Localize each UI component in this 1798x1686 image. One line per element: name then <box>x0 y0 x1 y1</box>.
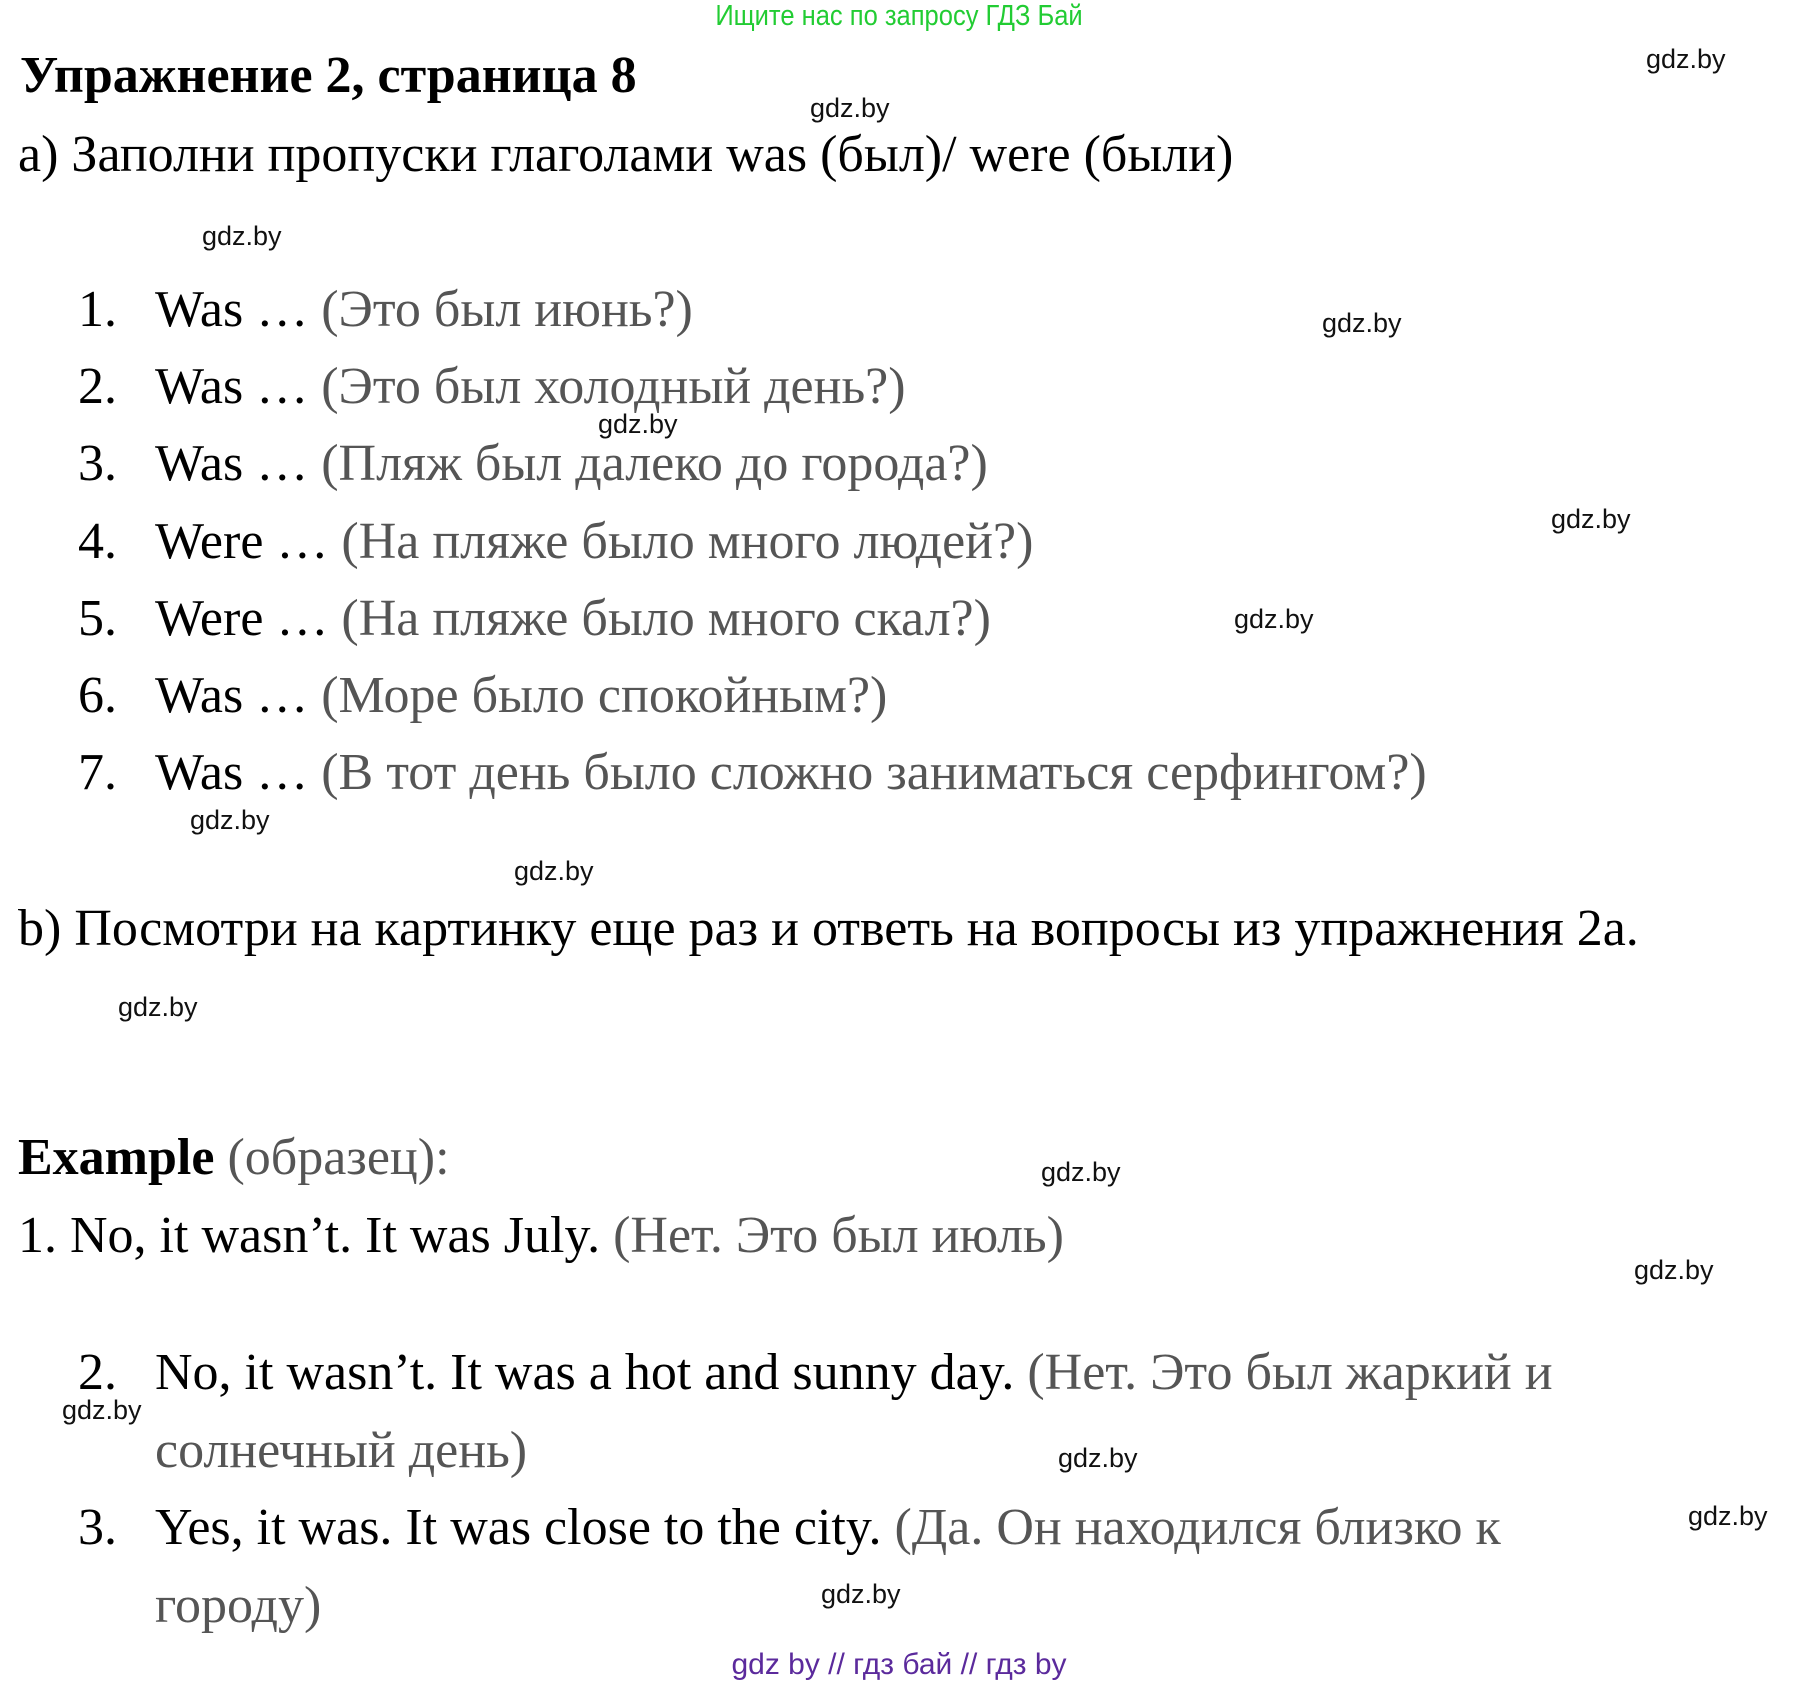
watermark: gdz.by <box>810 93 890 123</box>
search-banner: Ищите нас по запросу ГДЗ Бай <box>715 0 1083 32</box>
answer-number: 1. <box>18 1207 57 1264</box>
item-number: 2. <box>78 358 117 416</box>
watermark: gdz.by <box>190 805 270 835</box>
example-label-translation: (образец): <box>227 1129 450 1186</box>
item-number: 7. <box>78 744 117 802</box>
example-answer-1 <box>18 1206 1064 1266</box>
watermark: gdz.by <box>598 409 678 439</box>
watermark: gdz.by <box>1234 604 1314 634</box>
item-number: 6. <box>78 667 117 724</box>
item-hint: (Пляж был далеко до города?) <box>321 435 988 493</box>
answer-russian: (Нет. Это был июль) <box>613 1207 1064 1264</box>
item-hint: (Это был июнь?) <box>321 281 693 338</box>
example-answer-3-continuation: городу) <box>155 1577 322 1634</box>
footer-watermark: gdz by // гдз бай // гдз by <box>731 1648 1067 1681</box>
item-hint: (На пляже было много скал?) <box>341 589 991 647</box>
item-answer: Were … <box>155 512 329 570</box>
watermark: gdz.by <box>821 1579 901 1609</box>
answer-russian: (Нет. Это был жаркий и <box>1027 1344 1553 1401</box>
item-answer: Was … <box>155 744 309 802</box>
watermark: gdz.by <box>1041 1157 1121 1187</box>
watermark: gdz.by <box>118 992 198 1022</box>
item-answer: Was … <box>155 281 309 338</box>
watermark: gdz.by <box>1058 1443 1138 1473</box>
item-number: 3. <box>78 435 117 493</box>
item-hint: (Это был холодный день?) <box>321 358 906 416</box>
item-number: 4. <box>78 512 117 570</box>
watermark: gdz.by <box>62 1395 142 1425</box>
item-answer: Were … <box>155 589 329 647</box>
answer-english: No, it wasn’t. It was July. <box>70 1207 601 1264</box>
part-b-instruction: b) Посмотри на картинку еще раз и ответь на вопросы из упражнения 2a. <box>18 900 1639 957</box>
watermark: gdz.by <box>1322 308 1402 338</box>
item-number: 5. <box>78 589 117 647</box>
item-answer: Was … <box>155 358 309 416</box>
watermark: gdz.by <box>1634 1255 1714 1285</box>
part-a-instruction: a) Заполни пропуски глаголами was (был)/ were (были) <box>18 126 1234 183</box>
answer-english: No, it wasn’t. It was a hot and sunny day. <box>155 1344 1015 1401</box>
item-answer: Was … <box>155 435 309 493</box>
watermark: gdz.by <box>1688 1501 1768 1531</box>
watermark: gdz.by <box>202 221 282 251</box>
page-title: Упражнение 2, страница 8 <box>20 47 637 104</box>
item-hint: (В тот день было сложно заниматься серфингом?) <box>321 744 1427 802</box>
answer-number: 3. <box>78 1499 117 1556</box>
watermark: gdz.by <box>1646 44 1726 74</box>
answer-number: 2. <box>78 1344 117 1401</box>
item-answer: Was … <box>155 667 309 724</box>
answer-english: Yes, it was. It was close to the city. <box>155 1499 882 1556</box>
item-number: 1. <box>78 281 117 338</box>
item-hint: (На пляже было много людей?) <box>341 512 1034 570</box>
answer-russian: (Да. Он находился близко к <box>894 1499 1501 1556</box>
example-heading <box>18 1128 450 1188</box>
example-answer-2-continuation: солнечный день) <box>155 1422 528 1479</box>
watermark: gdz.by <box>1551 504 1631 534</box>
watermark: gdz.by <box>514 856 594 886</box>
example-label: Example <box>18 1129 215 1186</box>
item-hint: (Море было спокойным?) <box>321 667 888 724</box>
